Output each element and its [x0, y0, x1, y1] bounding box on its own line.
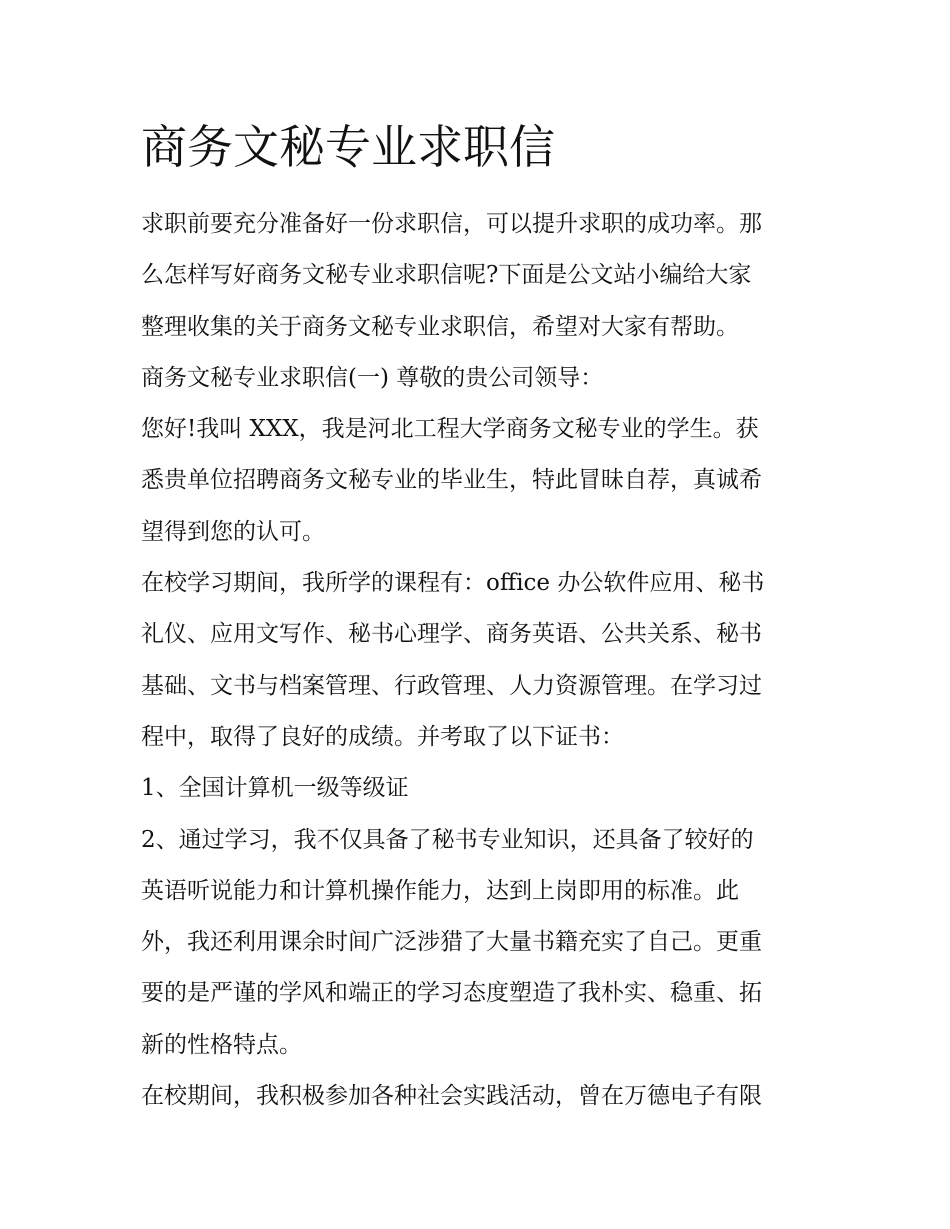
letter-salutation: 商务文秘专业求职信(一) 尊敬的贵公司领导：	[141, 364, 604, 391]
text-line: 悉贵单位招聘商务文秘专业的毕业生，特此冒昧自荐，真诚希	[141, 467, 762, 494]
page-title: 商务文秘专业求职信	[141, 120, 555, 174]
text-line: 外，我还利用课余时间广泛涉猎了大量书籍充实了自己。更重	[141, 929, 762, 956]
text-line: 程中，取得了良好的成绩。并考取了以下证书：	[141, 723, 624, 750]
text-line: 在校学习期间，我所学的课程有：office 办公软件应用、秘书	[141, 570, 765, 597]
list-item: 2、通过学习，我不仅具备了秘书专业知识，还具备了较好的	[141, 826, 754, 853]
text-line: 礼仪、应用文写作、秘书心理学、商务英语、公共关系、秘书	[141, 621, 762, 648]
text-line: 整理收集的关于商务文秘专业求职信，希望对大家有帮助。	[141, 313, 739, 340]
letter-body	[141, 199, 821, 1122]
text-line: 么怎样写好商务文秘专业求职信呢?下面是公文站小编给大家	[141, 262, 752, 289]
text-line: 您好!我叫 XXX，我是河北工程大学商务文秘专业的学生。获	[141, 416, 759, 443]
text-line: 要的是严谨的学风和端正的学习态度塑造了我朴实、稳重、拓	[141, 980, 762, 1007]
text-line: 基础、文书与档案管理、行政管理、人力资源管理。在学习过	[141, 672, 762, 699]
text-line: 望得到您的认可。	[141, 518, 325, 545]
text-line: 在校期间，我积极参加各种社会实践活动，曾在万德电子有限	[141, 1083, 762, 1110]
list-item: 1、全国计算机一级等级证	[141, 775, 409, 802]
text-line: 英语听说能力和计算机操作能力，达到上岗即用的标准。此	[141, 877, 739, 904]
text-line: 求职前要充分准备好一份求职信，可以提升求职的成功率。那	[141, 211, 762, 237]
text-line: 新的性格特点。	[141, 1031, 302, 1058]
